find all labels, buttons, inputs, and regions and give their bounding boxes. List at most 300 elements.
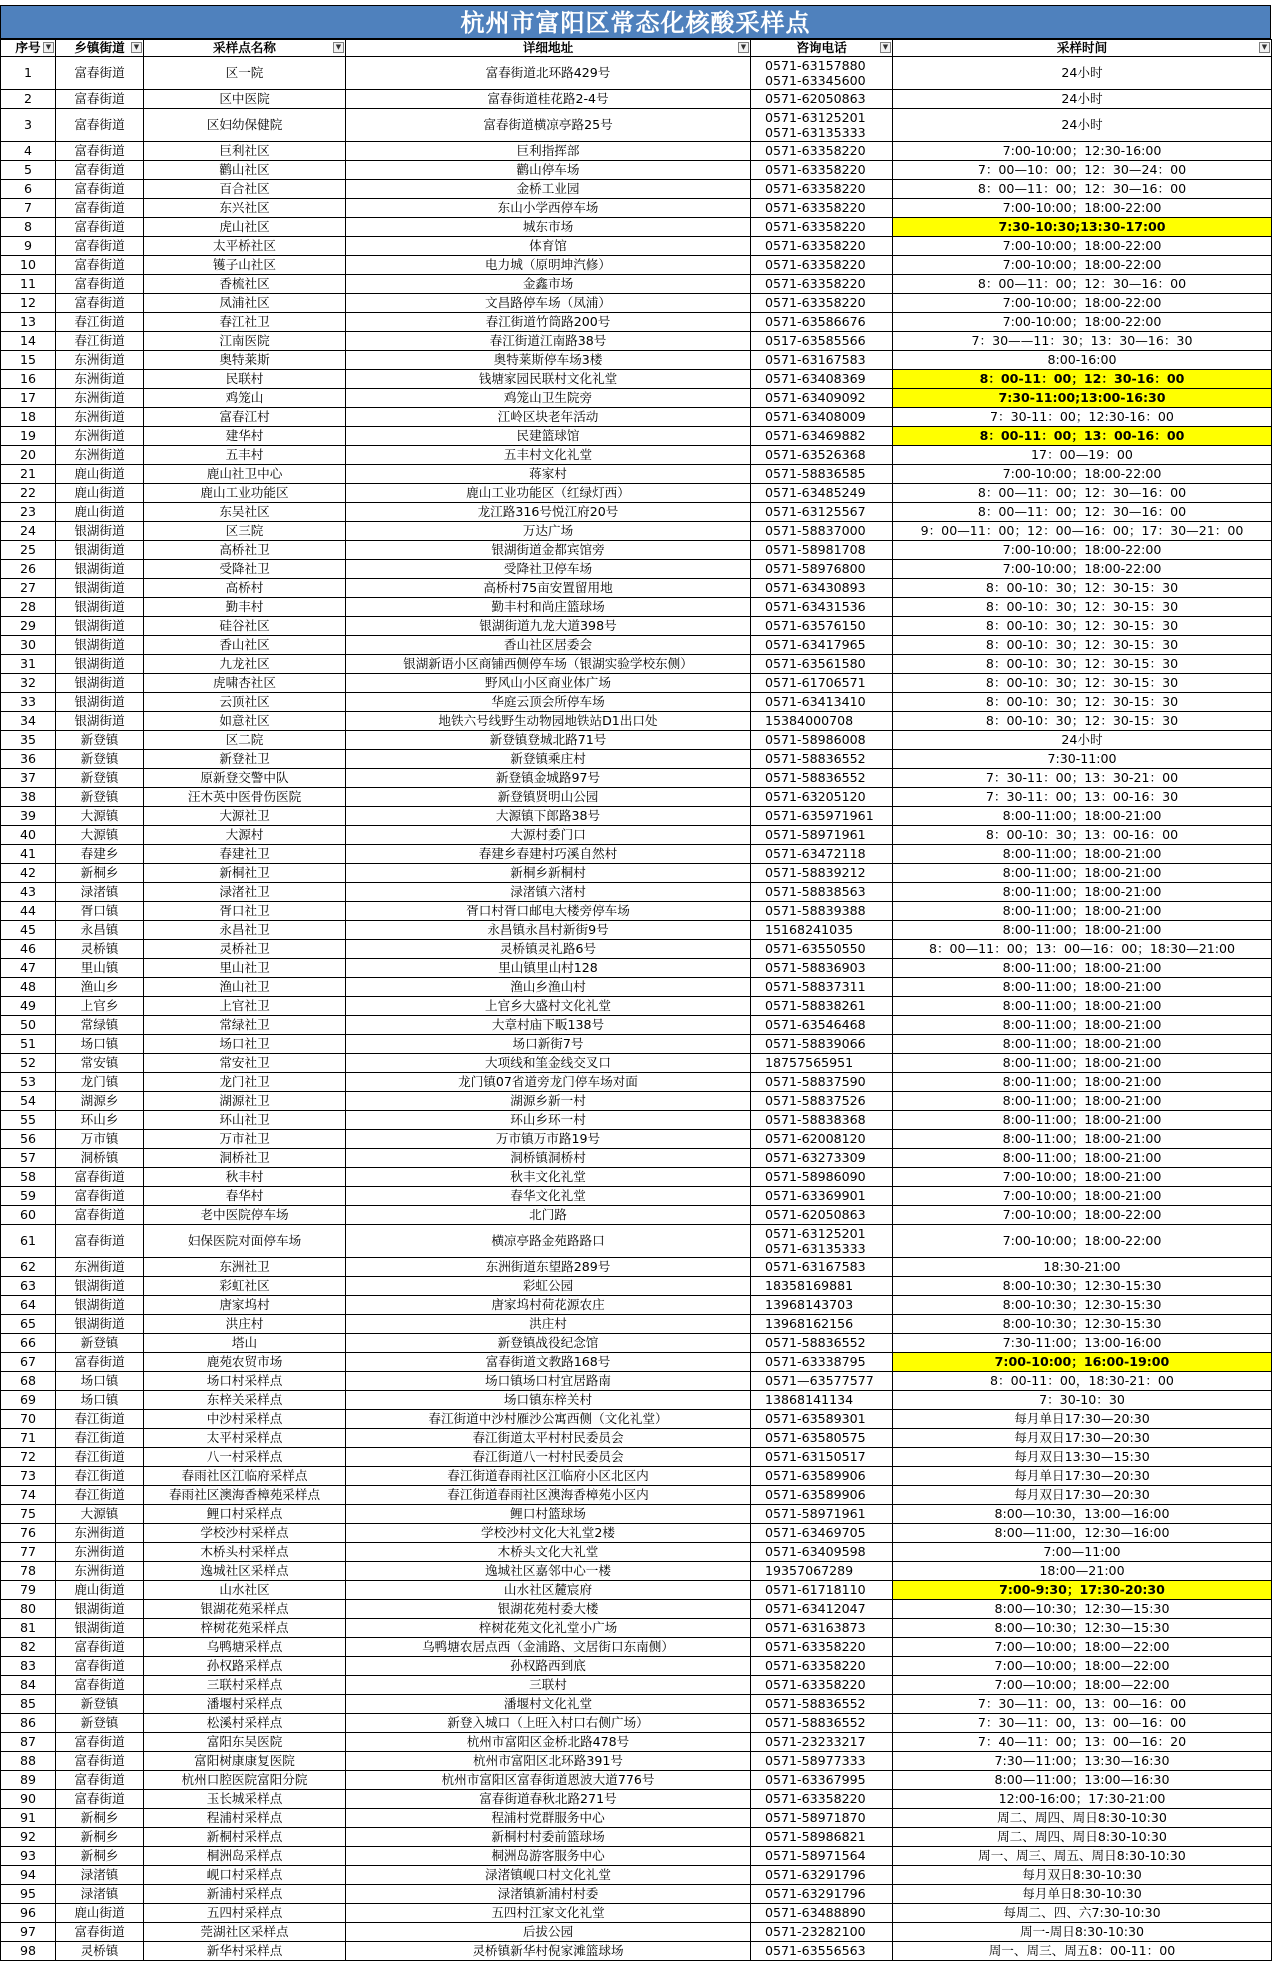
- address-cell[interactable]: 乌鸭塘农居点西（金浦路、文居街口东南侧）: [346, 1638, 751, 1657]
- index-cell[interactable]: 15: [1, 351, 56, 370]
- phone-cell[interactable]: 0571-23233217: [751, 1733, 893, 1752]
- site-name-cell[interactable]: 高桥社卫: [144, 541, 346, 560]
- site-name-cell[interactable]: 鹿山工业功能区: [144, 484, 346, 503]
- phone-cell[interactable]: 0571-58839066: [751, 1035, 893, 1054]
- index-cell[interactable]: 11: [1, 275, 56, 294]
- index-cell[interactable]: 1: [1, 57, 56, 90]
- address-cell[interactable]: 永昌镇永昌村新街9号: [346, 921, 751, 940]
- time-cell[interactable]: 8：00-10：30；13：00-16：00: [893, 826, 1272, 845]
- address-cell[interactable]: 学校沙村文化大礼堂2楼: [346, 1524, 751, 1543]
- address-cell[interactable]: 杭州市富阳区金桥北路478号: [346, 1733, 751, 1752]
- time-cell[interactable]: 17：00—19：00: [893, 446, 1272, 465]
- time-cell[interactable]: 周二、周四、周日8:30-10:30: [893, 1828, 1272, 1847]
- address-cell[interactable]: 东山小学西停车场: [346, 199, 751, 218]
- index-cell[interactable]: 29: [1, 617, 56, 636]
- site-name-cell[interactable]: 香山社区: [144, 636, 346, 655]
- address-cell[interactable]: 灵桥镇灵礼路6号: [346, 940, 751, 959]
- site-name-cell[interactable]: 百合社区: [144, 180, 346, 199]
- town-cell[interactable]: 富春街道: [56, 90, 144, 109]
- index-cell[interactable]: 14: [1, 332, 56, 351]
- time-cell[interactable]: 8:00—11:00，12:30—16:00: [893, 1524, 1272, 1543]
- town-cell[interactable]: 银湖街道: [56, 712, 144, 731]
- town-cell[interactable]: 鹿山街道: [56, 465, 144, 484]
- phone-cell[interactable]: 0571-58836552: [751, 769, 893, 788]
- phone-cell[interactable]: 0571-61718110: [751, 1581, 893, 1600]
- site-name-cell[interactable]: 富阳东吴医院: [144, 1733, 346, 1752]
- index-cell[interactable]: 32: [1, 674, 56, 693]
- town-cell[interactable]: 龙门镇: [56, 1073, 144, 1092]
- site-name-cell[interactable]: 木桥头村采样点: [144, 1543, 346, 1562]
- phone-cell[interactable]: 0571-58838368: [751, 1111, 893, 1130]
- address-cell[interactable]: 环山乡环一村: [346, 1111, 751, 1130]
- address-cell[interactable]: 胥口村胥口邮电大楼旁停车场: [346, 902, 751, 921]
- index-cell[interactable]: 6: [1, 180, 56, 199]
- address-cell[interactable]: 城东市场: [346, 218, 751, 237]
- time-cell[interactable]: 8:00-11:00；18:00-21:00: [893, 1111, 1272, 1130]
- site-name-cell[interactable]: 银湖花苑采样点: [144, 1600, 346, 1619]
- index-cell[interactable]: 67: [1, 1353, 56, 1372]
- address-cell[interactable]: 春江街道春雨社区江临府小区北区内: [346, 1467, 751, 1486]
- time-cell[interactable]: 周一、周三、周五8：00-11：00: [893, 1942, 1272, 1961]
- address-cell[interactable]: 银湖街道九龙大道398号: [346, 617, 751, 636]
- site-name-cell[interactable]: 妇保医院对面停车场: [144, 1225, 346, 1258]
- town-cell[interactable]: 银湖街道: [56, 1600, 144, 1619]
- index-cell[interactable]: 77: [1, 1543, 56, 1562]
- site-name-cell[interactable]: 万市社卫: [144, 1130, 346, 1149]
- address-cell[interactable]: 香山社区居委会: [346, 636, 751, 655]
- time-cell[interactable]: 7:00-10:00；18:00-21:00: [893, 1187, 1272, 1206]
- time-cell[interactable]: 8:00-10:30；12:30-15:30: [893, 1277, 1272, 1296]
- address-cell[interactable]: 新桐村村委前篮球场: [346, 1828, 751, 1847]
- phone-cell[interactable]: 0571-63338795: [751, 1353, 893, 1372]
- time-cell[interactable]: 8：00—11：00；13：00—16：00；18:30—21:00: [893, 940, 1272, 959]
- town-cell[interactable]: 东洲街道: [56, 1562, 144, 1581]
- town-cell[interactable]: 银湖街道: [56, 1619, 144, 1638]
- site-name-cell[interactable]: 区中医院: [144, 90, 346, 109]
- site-name-cell[interactable]: 松溪村采样点: [144, 1714, 346, 1733]
- address-cell[interactable]: 杭州市富阳区北环路391号: [346, 1752, 751, 1771]
- phone-cell[interactable]: 0571-63358220: [751, 142, 893, 161]
- town-cell[interactable]: 富春街道: [56, 237, 144, 256]
- address-cell[interactable]: 湖源乡新一村: [346, 1092, 751, 1111]
- phone-cell[interactable]: 0571-58986090: [751, 1168, 893, 1187]
- index-cell[interactable]: 4: [1, 142, 56, 161]
- town-cell[interactable]: 新登镇: [56, 1714, 144, 1733]
- town-cell[interactable]: 春建乡: [56, 845, 144, 864]
- phone-cell[interactable]: 0571-63358220: [751, 256, 893, 275]
- dropdown-arrow-icon[interactable]: ▼: [333, 42, 344, 53]
- time-cell[interactable]: 7：30-11：00；13：30-21：00: [893, 769, 1272, 788]
- site-name-cell[interactable]: 虎啸杏社区: [144, 674, 346, 693]
- town-cell[interactable]: 常绿镇: [56, 1016, 144, 1035]
- index-cell[interactable]: 16: [1, 370, 56, 389]
- site-name-cell[interactable]: 三联村采样点: [144, 1676, 346, 1695]
- address-cell[interactable]: 文昌路停车场（凤浦）: [346, 294, 751, 313]
- town-cell[interactable]: 场口镇: [56, 1035, 144, 1054]
- phone-cell[interactable]: 0571-63369901: [751, 1187, 893, 1206]
- site-name-cell[interactable]: 富春江村: [144, 408, 346, 427]
- phone-cell[interactable]: 0571-63556563: [751, 1942, 893, 1961]
- town-cell[interactable]: 银湖街道: [56, 693, 144, 712]
- site-name-cell[interactable]: 江南医院: [144, 332, 346, 351]
- index-cell[interactable]: 57: [1, 1149, 56, 1168]
- phone-cell[interactable]: 0571-58836903: [751, 959, 893, 978]
- index-cell[interactable]: 39: [1, 807, 56, 826]
- index-cell[interactable]: 42: [1, 864, 56, 883]
- index-cell[interactable]: 44: [1, 902, 56, 921]
- site-name-cell[interactable]: 孙权路采样点: [144, 1657, 346, 1676]
- phone-cell[interactable]: 15168241035: [751, 921, 893, 940]
- phone-cell[interactable]: 18757565951: [751, 1054, 893, 1073]
- town-cell[interactable]: 富春街道: [56, 1206, 144, 1225]
- address-cell[interactable]: 银湖新语小区商铺西侧停车场（银湖实验学校东侧）: [346, 655, 751, 674]
- phone-cell[interactable]: 0571-63408369: [751, 370, 893, 389]
- town-cell[interactable]: 富春街道: [56, 1638, 144, 1657]
- time-cell[interactable]: 7:00-10:00；18:00-22:00: [893, 541, 1272, 560]
- phone-cell[interactable]: 0571-58838563: [751, 883, 893, 902]
- town-cell[interactable]: 银湖街道: [56, 617, 144, 636]
- index-cell[interactable]: 46: [1, 940, 56, 959]
- phone-cell[interactable]: 0571-63291796: [751, 1866, 893, 1885]
- site-name-cell[interactable]: 香梳社区: [144, 275, 346, 294]
- town-cell[interactable]: 灵桥镇: [56, 1942, 144, 1961]
- time-cell[interactable]: 18:30-21:00: [893, 1258, 1272, 1277]
- address-cell[interactable]: 春建乡春建村巧溪自然村: [346, 845, 751, 864]
- index-cell[interactable]: 49: [1, 997, 56, 1016]
- site-name-cell[interactable]: 东兴社区: [144, 199, 346, 218]
- phone-cell[interactable]: 0571-63550550: [751, 940, 893, 959]
- town-cell[interactable]: 上官乡: [56, 997, 144, 1016]
- town-cell[interactable]: 鹿山街道: [56, 484, 144, 503]
- time-cell[interactable]: 8:00-16:00: [893, 351, 1272, 370]
- site-name-cell[interactable]: 区三院: [144, 522, 346, 541]
- phone-cell[interactable]: 0571-63125567: [751, 503, 893, 522]
- phone-cell[interactable]: 0571-63589906: [751, 1486, 893, 1505]
- address-cell[interactable]: 大源镇下郎路38号: [346, 807, 751, 826]
- phone-cell[interactable]: 0571-63469705: [751, 1524, 893, 1543]
- index-cell[interactable]: 79: [1, 1581, 56, 1600]
- header-site-name[interactable]: [144, 40, 346, 57]
- phone-cell[interactable]: 0571-58971564: [751, 1847, 893, 1866]
- index-cell[interactable]: 80: [1, 1600, 56, 1619]
- town-cell[interactable]: 新桐乡: [56, 864, 144, 883]
- site-name-cell[interactable]: 新登社卫: [144, 750, 346, 769]
- time-cell[interactable]: 18:00—21:00: [893, 1562, 1272, 1581]
- site-name-cell[interactable]: 原新登交警中队: [144, 769, 346, 788]
- time-cell[interactable]: 7:00-10:00；18:00-22:00: [893, 256, 1272, 275]
- site-name-cell[interactable]: 莞湖社区采样点: [144, 1923, 346, 1942]
- phone-cell[interactable]: 0571-63485249: [751, 484, 893, 503]
- time-cell[interactable]: 7：30-11：00；13：00-16：30: [893, 788, 1272, 807]
- address-cell[interactable]: 受降社卫停车场: [346, 560, 751, 579]
- town-cell[interactable]: 鹿山街道: [56, 1904, 144, 1923]
- address-cell[interactable]: 东洲街道东望路289号: [346, 1258, 751, 1277]
- site-name-cell[interactable]: 湖源社卫: [144, 1092, 346, 1111]
- phone-cell[interactable]: 0571-63358220: [751, 294, 893, 313]
- index-cell[interactable]: 61: [1, 1225, 56, 1258]
- address-cell[interactable]: 新登镇登城北路71号: [346, 731, 751, 750]
- site-name-cell[interactable]: 东洲社卫: [144, 1258, 346, 1277]
- index-cell[interactable]: 91: [1, 1809, 56, 1828]
- address-cell[interactable]: 梓树花苑文化礼堂小广场: [346, 1619, 751, 1638]
- phone-cell[interactable]: 0571-63576150: [751, 617, 893, 636]
- index-cell[interactable]: 7: [1, 199, 56, 218]
- site-name-cell[interactable]: 大源社卫: [144, 807, 346, 826]
- town-cell[interactable]: 大源镇: [56, 826, 144, 845]
- index-cell[interactable]: 20: [1, 446, 56, 465]
- index-cell[interactable]: 74: [1, 1486, 56, 1505]
- address-cell[interactable]: 新登镇金城路97号: [346, 769, 751, 788]
- town-cell[interactable]: 永昌镇: [56, 921, 144, 940]
- index-cell[interactable]: 92: [1, 1828, 56, 1847]
- town-cell[interactable]: 春江街道: [56, 1429, 144, 1448]
- town-cell[interactable]: 大源镇: [56, 807, 144, 826]
- time-cell[interactable]: 8:00—11:00；13:00—16:30: [893, 1771, 1272, 1790]
- index-cell[interactable]: 34: [1, 712, 56, 731]
- site-name-cell[interactable]: 场口社卫: [144, 1035, 346, 1054]
- index-cell[interactable]: 64: [1, 1296, 56, 1315]
- phone-cell[interactable]: 0571-63358220: [751, 218, 893, 237]
- town-cell[interactable]: 渌渚镇: [56, 1885, 144, 1904]
- address-cell[interactable]: 蒋家村: [346, 465, 751, 484]
- address-cell[interactable]: 万市镇万市路19号: [346, 1130, 751, 1149]
- town-cell[interactable]: 渔山乡: [56, 978, 144, 997]
- phone-cell[interactable]: 19357067289: [751, 1562, 893, 1581]
- time-cell[interactable]: 8:00-11:00；18:00-21:00: [893, 997, 1272, 1016]
- site-name-cell[interactable]: 区一院: [144, 57, 346, 90]
- phone-cell[interactable]: 0571-63358220: [751, 1638, 893, 1657]
- time-cell[interactable]: 8:00-11:00；18:00-21:00: [893, 1016, 1272, 1035]
- index-cell[interactable]: 90: [1, 1790, 56, 1809]
- site-name-cell[interactable]: 东梓关采样点: [144, 1391, 346, 1410]
- town-cell[interactable]: 常安镇: [56, 1054, 144, 1073]
- index-cell[interactable]: 89: [1, 1771, 56, 1790]
- index-cell[interactable]: 71: [1, 1429, 56, 1448]
- index-cell[interactable]: 81: [1, 1619, 56, 1638]
- phone-cell[interactable]: 0571-58837311: [751, 978, 893, 997]
- town-cell[interactable]: 东洲街道: [56, 446, 144, 465]
- site-name-cell[interactable]: 梓树花苑采样点: [144, 1619, 346, 1638]
- town-cell[interactable]: 新登镇: [56, 1695, 144, 1714]
- address-cell[interactable]: 后拔公园: [346, 1923, 751, 1942]
- site-name-cell[interactable]: 八一村采样点: [144, 1448, 346, 1467]
- phone-cell[interactable]: 0571-63417965: [751, 636, 893, 655]
- address-cell[interactable]: 渌渚镇六渚村: [346, 883, 751, 902]
- town-cell[interactable]: 春江街道: [56, 1486, 144, 1505]
- site-name-cell[interactable]: 玉长城采样点: [144, 1790, 346, 1809]
- town-cell[interactable]: 新登镇: [56, 750, 144, 769]
- town-cell[interactable]: 富春街道: [56, 1657, 144, 1676]
- time-cell[interactable]: 7：00—10：00；12：30—24：00: [893, 161, 1272, 180]
- time-cell[interactable]: 7:00-10:00；18:00-22:00: [893, 1225, 1272, 1258]
- site-name-cell[interactable]: 里山社卫: [144, 959, 346, 978]
- address-cell[interactable]: 桐洲岛游客服务中心: [346, 1847, 751, 1866]
- index-cell[interactable]: 5: [1, 161, 56, 180]
- town-cell[interactable]: 富春街道: [56, 1168, 144, 1187]
- address-cell[interactable]: 春江街道江南路38号: [346, 332, 751, 351]
- time-cell[interactable]: 7:30-11:00: [893, 750, 1272, 769]
- index-cell[interactable]: 96: [1, 1904, 56, 1923]
- phone-cell[interactable]: 0571-58977333: [751, 1752, 893, 1771]
- address-cell[interactable]: 上官乡大盛村文化礼堂: [346, 997, 751, 1016]
- index-cell[interactable]: 2: [1, 90, 56, 109]
- index-cell[interactable]: 31: [1, 655, 56, 674]
- phone-cell[interactable]: 0571-63580575: [751, 1429, 893, 1448]
- time-cell[interactable]: 7：30—11：00，13：00—16：00: [893, 1695, 1272, 1714]
- address-cell[interactable]: 鹿山工业功能区（红绿灯西）: [346, 484, 751, 503]
- phone-cell[interactable]: 0571-61706571: [751, 674, 893, 693]
- index-cell[interactable]: 78: [1, 1562, 56, 1581]
- town-cell[interactable]: 富春街道: [56, 1676, 144, 1695]
- phone-cell[interactable]: 0571-58836552: [751, 750, 893, 769]
- address-cell[interactable]: 钱塘家园民联村文化礼堂: [346, 370, 751, 389]
- time-cell[interactable]: 24小时: [893, 731, 1272, 750]
- dropdown-arrow-icon[interactable]: ▼: [131, 42, 142, 53]
- phone-cell[interactable]: 13868141134: [751, 1391, 893, 1410]
- index-cell[interactable]: 73: [1, 1467, 56, 1486]
- site-name-cell[interactable]: 新华村采样点: [144, 1942, 346, 1961]
- time-cell[interactable]: 8:00-11:00；18:00-21:00: [893, 1130, 1272, 1149]
- address-cell[interactable]: 潘堰村文化礼堂: [346, 1695, 751, 1714]
- time-cell[interactable]: 每月单日17:30—20:30: [893, 1467, 1272, 1486]
- index-cell[interactable]: 50: [1, 1016, 56, 1035]
- index-cell[interactable]: 35: [1, 731, 56, 750]
- time-cell[interactable]: 8:00-11:00；18:00-21:00: [893, 921, 1272, 940]
- phone-cell[interactable]: 0571-58839212: [751, 864, 893, 883]
- site-name-cell[interactable]: 洪庄村: [144, 1315, 346, 1334]
- address-cell[interactable]: 大源村委门口: [346, 826, 751, 845]
- site-name-cell[interactable]: 鹳山社区: [144, 161, 346, 180]
- town-cell[interactable]: 春江街道: [56, 332, 144, 351]
- phone-cell[interactable]: 0571-63413410: [751, 693, 893, 712]
- phone-cell[interactable]: 0571-58976800: [751, 560, 893, 579]
- index-cell[interactable]: 24: [1, 522, 56, 541]
- site-name-cell[interactable]: 春雨社区江临府采样点: [144, 1467, 346, 1486]
- address-cell[interactable]: 大项线和筀金线交叉口: [346, 1054, 751, 1073]
- phone-cell[interactable]: 18358169881: [751, 1277, 893, 1296]
- town-cell[interactable]: 富春街道: [56, 57, 144, 90]
- address-cell[interactable]: 民建篮球馆: [346, 427, 751, 446]
- town-cell[interactable]: 富春街道: [56, 180, 144, 199]
- address-cell[interactable]: 场口镇场口村宜居路南: [346, 1372, 751, 1391]
- town-cell[interactable]: 灵桥镇: [56, 940, 144, 959]
- site-name-cell[interactable]: 五丰村: [144, 446, 346, 465]
- site-name-cell[interactable]: 东吴社区: [144, 503, 346, 522]
- phone-cell[interactable]: 13968143703: [751, 1296, 893, 1315]
- site-name-cell[interactable]: 乌鸭塘采样点: [144, 1638, 346, 1657]
- address-cell[interactable]: 鹳山停车场: [346, 161, 751, 180]
- index-cell[interactable]: 28: [1, 598, 56, 617]
- address-cell[interactable]: 万达广场: [346, 522, 751, 541]
- index-cell[interactable]: 25: [1, 541, 56, 560]
- town-cell[interactable]: 银湖街道: [56, 560, 144, 579]
- site-name-cell[interactable]: 上官社卫: [144, 997, 346, 1016]
- town-cell[interactable]: 渌渚镇: [56, 883, 144, 902]
- phone-cell[interactable]: 0571-63431536: [751, 598, 893, 617]
- phone-cell[interactable]: 0571-63589906: [751, 1467, 893, 1486]
- time-cell[interactable]: 7:30—11:00；13:30—16:30: [893, 1752, 1272, 1771]
- time-cell[interactable]: 24小时: [893, 90, 1272, 109]
- phone-cell[interactable]: 0571-63586676: [751, 313, 893, 332]
- index-cell[interactable]: 85: [1, 1695, 56, 1714]
- address-cell[interactable]: 洞桥镇洞桥村: [346, 1149, 751, 1168]
- town-cell[interactable]: 银湖街道: [56, 598, 144, 617]
- address-cell[interactable]: 奥特莱斯停车场3楼: [346, 351, 751, 370]
- time-cell[interactable]: 8:00-11:00；18:00-21:00: [893, 864, 1272, 883]
- phone-cell[interactable]: 0571-63358220: [751, 1657, 893, 1676]
- phone-cell[interactable]: 13968162156: [751, 1315, 893, 1334]
- index-cell[interactable]: 76: [1, 1524, 56, 1543]
- address-cell[interactable]: 春江街道八一村村民委员会: [346, 1448, 751, 1467]
- time-cell[interactable]: 7:00-10:00；18:00-22:00: [893, 199, 1272, 218]
- index-cell[interactable]: 21: [1, 465, 56, 484]
- address-cell[interactable]: 电力城（原明坤汽修）: [346, 256, 751, 275]
- address-cell[interactable]: 勤丰村和尚庄篮球场: [346, 598, 751, 617]
- phone-cell[interactable]: 0571—63577577: [751, 1372, 893, 1391]
- town-cell[interactable]: 新桐乡: [56, 1828, 144, 1847]
- time-cell[interactable]: 每月双日17:30—20:30: [893, 1429, 1272, 1448]
- time-cell[interactable]: 7:30-11:00；13:00-16:00: [893, 1334, 1272, 1353]
- site-name-cell[interactable]: 建华村: [144, 427, 346, 446]
- phone-cell[interactable]: 15384000708: [751, 712, 893, 731]
- index-cell[interactable]: 93: [1, 1847, 56, 1866]
- time-cell[interactable]: 7:00—11:00: [893, 1543, 1272, 1562]
- address-cell[interactable]: 山水社区麓宸府: [346, 1581, 751, 1600]
- time-cell[interactable]: 8:00-11:00；18:00-21:00: [893, 902, 1272, 921]
- index-cell[interactable]: 83: [1, 1657, 56, 1676]
- site-name-cell[interactable]: 大源村: [144, 826, 346, 845]
- phone-cell[interactable]: 0571-58837590: [751, 1073, 893, 1092]
- town-cell[interactable]: 银湖街道: [56, 522, 144, 541]
- address-cell[interactable]: 富春街道北环路429号: [346, 57, 751, 90]
- index-cell[interactable]: 13: [1, 313, 56, 332]
- town-cell[interactable]: 富春街道: [56, 218, 144, 237]
- town-cell[interactable]: 新桐乡: [56, 1847, 144, 1866]
- address-cell[interactable]: 新桐乡新桐村: [346, 864, 751, 883]
- address-cell[interactable]: 银湖街道金都宾馆旁: [346, 541, 751, 560]
- site-name-cell[interactable]: 春华村: [144, 1187, 346, 1206]
- site-name-cell[interactable]: 常安社卫: [144, 1054, 346, 1073]
- index-cell[interactable]: 40: [1, 826, 56, 845]
- site-name-cell[interactable]: 镬子山社区: [144, 256, 346, 275]
- town-cell[interactable]: 富春街道: [56, 1225, 144, 1258]
- address-cell[interactable]: 富春街道桂花路2-4号: [346, 90, 751, 109]
- address-cell[interactable]: 金桥工业园: [346, 180, 751, 199]
- index-cell[interactable]: 8: [1, 218, 56, 237]
- site-name-cell[interactable]: 场口村采样点: [144, 1372, 346, 1391]
- phone-cell[interactable]: 0571-58836585: [751, 465, 893, 484]
- town-cell[interactable]: 富春街道: [56, 1790, 144, 1809]
- time-cell[interactable]: 7:00-10:00；18:00-22:00: [893, 1206, 1272, 1225]
- town-cell[interactable]: 银湖街道: [56, 674, 144, 693]
- site-name-cell[interactable]: 唐家坞村: [144, 1296, 346, 1315]
- town-cell[interactable]: 东洲街道: [56, 1258, 144, 1277]
- phone-cell[interactable]: 0571-63358220: [751, 199, 893, 218]
- site-name-cell[interactable]: 春雨社区澳海香樟苑采样点: [144, 1486, 346, 1505]
- time-cell[interactable]: 8：00-10：30；12：30-15：30: [893, 693, 1272, 712]
- time-cell[interactable]: 8：00-10：30；12：30-15：30: [893, 674, 1272, 693]
- address-cell[interactable]: 逸城社区嘉邻中心一楼: [346, 1562, 751, 1581]
- time-cell[interactable]: 每周二、四、六7:30-10:30: [893, 1904, 1272, 1923]
- town-cell[interactable]: 银湖街道: [56, 1277, 144, 1296]
- phone-cell[interactable]: 0571-62050863: [751, 90, 893, 109]
- town-cell[interactable]: 春江街道: [56, 1410, 144, 1429]
- site-name-cell[interactable]: 鹿山社卫中心: [144, 465, 346, 484]
- index-cell[interactable]: 41: [1, 845, 56, 864]
- town-cell[interactable]: 富春街道: [56, 161, 144, 180]
- site-name-cell[interactable]: 渔山社卫: [144, 978, 346, 997]
- phone-cell[interactable]: 0571-58838261: [751, 997, 893, 1016]
